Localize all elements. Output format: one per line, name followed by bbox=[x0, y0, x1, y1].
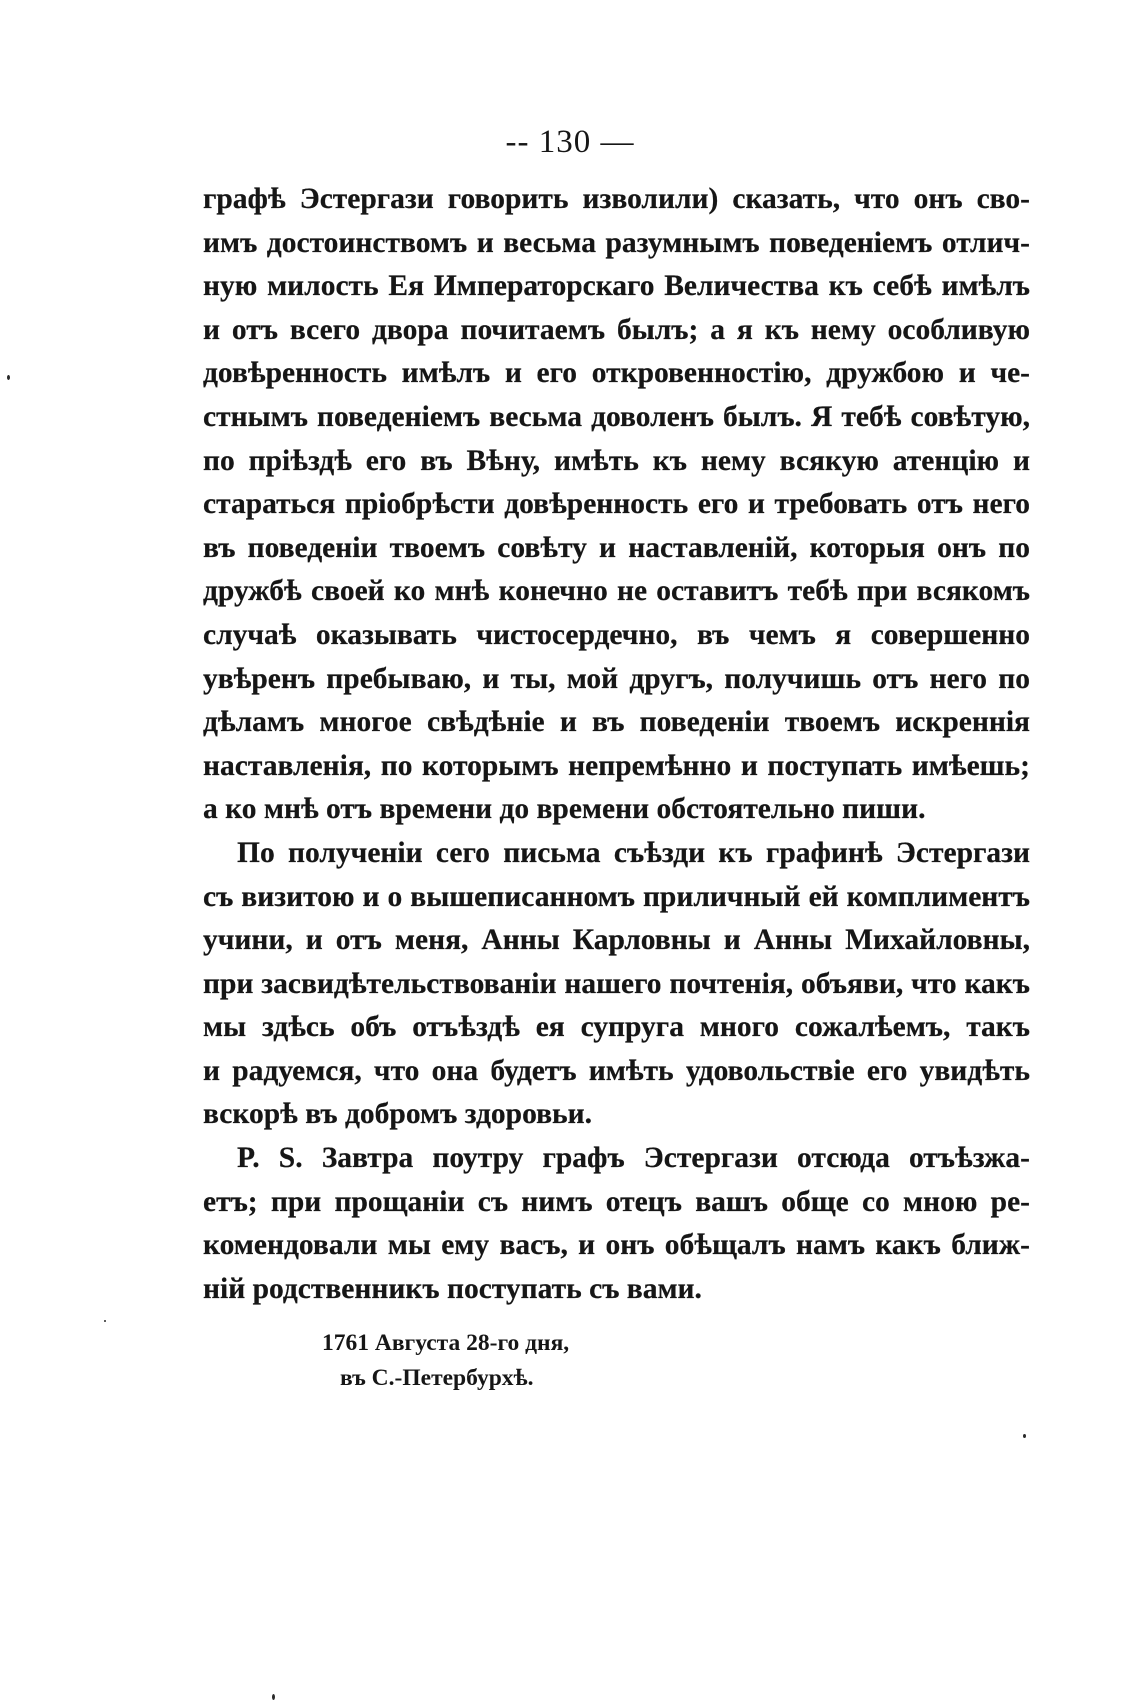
text-line: наставленiя, по которымъ непремѣнно и поступать имѣешь; bbox=[203, 749, 1030, 782]
letter-body bbox=[203, 178, 1030, 1311]
text-line: съ визитою и о вышеписанномъ приличный ей комплиментъ bbox=[203, 880, 1030, 913]
text-line: вскорѣ въ добромъ здоровьи. bbox=[203, 1098, 593, 1131]
text-line: довѣренность имѣлъ и его откровенностiю, дружбою и че- bbox=[203, 357, 1030, 390]
page-number: -- 130 — bbox=[505, 124, 635, 160]
signature-place: въ С.-Петербурхѣ. bbox=[340, 1365, 534, 1391]
text-line: по прiѣздѣ его въ Вѣну, имѣть къ нему всякую атенцiю и bbox=[203, 444, 1030, 477]
text-line: ную милость Ея Императорскаго Величества къ себѣ имѣлъ bbox=[203, 270, 1030, 303]
text-line: и отъ всего двора почитаемъ былъ; а я къ нему особливую bbox=[203, 313, 1030, 346]
paragraph-start-line: По полученiи сего письма съѣзди къ графинѣ Эстергази bbox=[237, 836, 1030, 869]
text-line: стараться прiобрѣсти довѣренность его и требовать отъ него bbox=[203, 488, 1030, 521]
text-line: комендовали мы ему васъ, и онъ обѣщалъ намъ какъ ближ- bbox=[203, 1229, 1030, 1262]
text-line: мы здѣсь объ отъѣздѣ ея супруга много сожалѣемъ, такъ bbox=[203, 1011, 1030, 1044]
postscript-start-line: P. S. Завтра поутру графъ Эстергази отсюда отъѣзжа- bbox=[237, 1142, 1030, 1175]
text-line: въ поведенiи твоемъ совѣту и наставленiй, которыя онъ по bbox=[203, 531, 1030, 564]
text-line: графѣ Эстергази говорить изволили) сказать, что онъ сво- bbox=[203, 183, 1030, 215]
text-line: стнымъ поведенiемъ весьма доволенъ былъ. Я тебѣ совѣтую, bbox=[203, 400, 1030, 433]
scan-speck bbox=[7, 375, 10, 380]
text-line: учини, и отъ меня, Анны Карловны и Анны Михайловны, bbox=[203, 924, 1030, 957]
text-line: дѣламъ многое свѣдѣнiе и въ поведенiи твоемъ искреннiя bbox=[203, 706, 1030, 739]
scan-speck bbox=[104, 1320, 106, 1322]
text-line: имъ достоинствомъ и весьма разумнымъ поведенiемъ отлич- bbox=[203, 226, 1030, 259]
text-line: случаѣ оказывать чистосердечно, въ чемъ я совершенно bbox=[203, 618, 1030, 651]
scan-speck bbox=[1023, 1434, 1026, 1438]
text-line: нiй родственникъ поступать съ вами. bbox=[203, 1272, 702, 1305]
text-line: и радуемся, что она будетъ имѣть удовольствiе его увидѣть bbox=[203, 1054, 1030, 1087]
text-line: а ко мнѣ отъ времени до времени обстоятельно пиши. bbox=[203, 793, 926, 826]
text-line: етъ; при прощанiи съ нимъ отецъ вашъ обще со мною ре- bbox=[203, 1185, 1030, 1218]
text-line: увѣренъ пребываю, и ты, мой другъ, получишь отъ него по bbox=[203, 662, 1030, 695]
text-line: дружбѣ своей ко мнѣ конечно не оставитъ тебѣ при всякомъ bbox=[203, 575, 1030, 608]
signature-block bbox=[322, 1326, 569, 1396]
scan-speck bbox=[272, 1694, 275, 1700]
signature-date: 1761 Августа 28-го дня, bbox=[322, 1330, 570, 1356]
text-line: при засвидѣтельствованiи нашего почтенiя, объяви, что какъ bbox=[203, 967, 1030, 1000]
